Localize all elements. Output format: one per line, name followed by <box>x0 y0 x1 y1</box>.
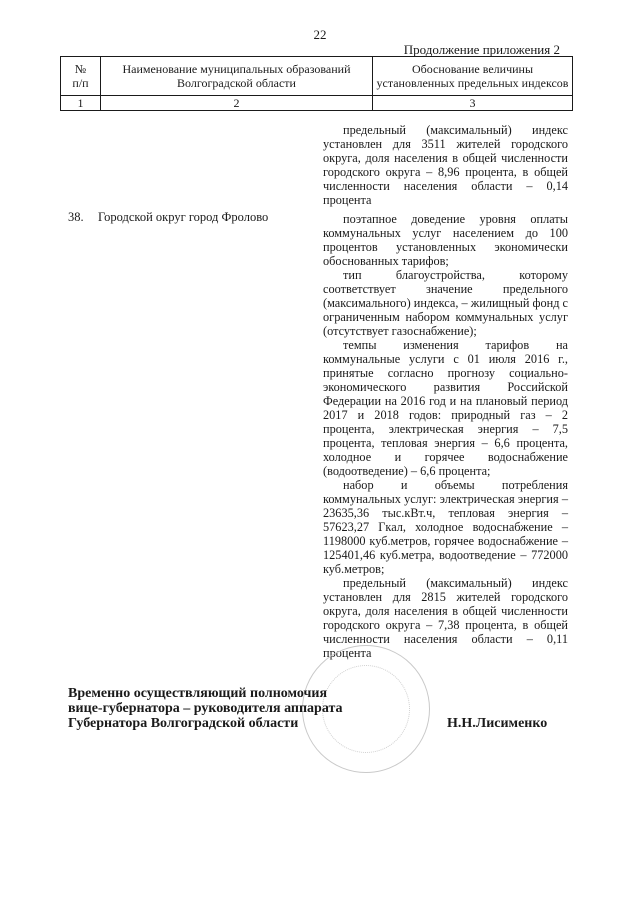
page-number: 22 <box>313 27 327 42</box>
entry-paragraph: тип благоустройства, которому соответствует значение предельного (максимального) индекса, – жилищный фонд с ограниченным набором коммунальных услуг (отсутствует газоснабжение); <box>323 268 568 338</box>
signature-title-line-2: вице-губернатора – руководителя аппарата <box>68 701 343 716</box>
signature-title-line-1: Временно осуществляющий полномочия <box>68 686 328 701</box>
entry-number: 38. <box>68 210 84 224</box>
continuation-text: предельный (максимальный) индекс установлен для 3511 жителей городского округа, доля населения в общей численности городского округа – 8,96 процента, в общей численности населения области – 0,14 процента <box>323 123 568 207</box>
entry-paragraph: набор и объемы потребления коммунальных услуг: электрическая энергия – 23635,36 тыс.кВт.ч, тепловая энергия – 57623,27 Гкал, холодное водоснабжение – 1198000 куб.метров, горячее водоснабжение – 125401,46 куб.метра, водоотведение – 772000 куб.метров; <box>323 478 568 576</box>
signatory-name: Н.Н.Лисименко <box>447 716 548 731</box>
entry-paragraph: поэтапное доведение уровня оплаты коммунальных услуг населением до 100 процентов установленных экономически обоснованных тарифов; <box>323 212 568 268</box>
table-header <box>60 56 573 111</box>
entry-municipality: Городской округ город Фролово <box>98 210 269 224</box>
header-col-number: № п/п <box>61 57 101 96</box>
appendix-note: Продолжение приложения 2 <box>403 42 560 57</box>
header-num-2: 2 <box>101 96 373 111</box>
header-col-municipality: Наименование муниципальных образований Волгоградской области <box>101 57 373 96</box>
header-num-3: 3 <box>373 96 573 111</box>
signature-title-line-3: Губернатора Волгоградской области <box>68 716 299 731</box>
entry-paragraph: предельный (максимальный) индекс установлен для 2815 жителей городского округа, доля населения в общей численности городского округа – 7,38 процента, в общей численности населения области – 0,11 процента <box>323 576 568 660</box>
entry-justification <box>323 212 568 660</box>
entry-paragraph: темпы изменения тарифов на коммунальные услуги с 01 июля 2016 г., принятые согласно прогнозу социально-экономического развития Российской Федерации на 2016 год и на плановый период 2017 и 2018 годов: природный газ – 2 процента, электрическая энергия – 7,5 процента, тепловая энергия – 6,6 процента, холодное и горячее водоснабжение (водоотведение) – 6,6 процента; <box>323 338 568 478</box>
continuation-block <box>323 123 568 207</box>
header-num-1: 1 <box>61 96 101 111</box>
header-col-justification: Обоснование величины установленных предельных индексов <box>373 57 573 96</box>
